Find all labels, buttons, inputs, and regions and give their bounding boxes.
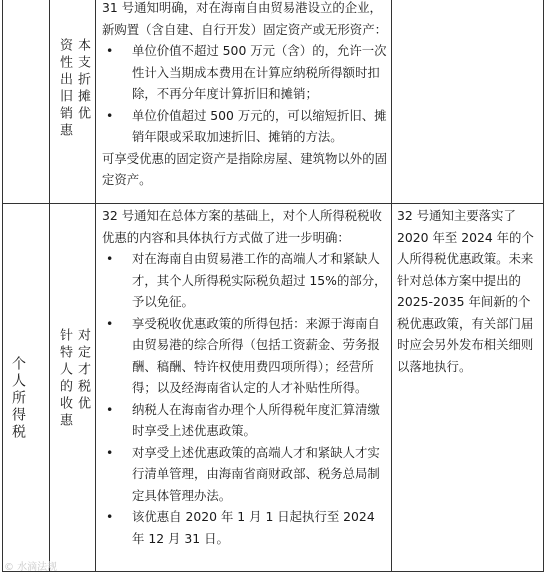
- sub-category-row1-col2: 本支折摊优: [75, 38, 90, 123]
- bullet-icon: •: [106, 43, 114, 58]
- content-cell-row1: [102, 0, 388, 191]
- bullet-list: [102, 248, 388, 549]
- content-outro: 可享受优惠的固定资产是指除房屋、建筑物以外的固定资产。: [102, 150, 387, 187]
- content-intro: 32 号通知在总体方案的基础上，对个人所得税税收优惠的内容和具体执行方式做了进一步明确：: [102, 208, 382, 245]
- list-item: • 单位价值超过 500 万元的，可以缩短折旧、摊销年限或采取加速折旧、摊销的方法。: [102, 105, 388, 148]
- table-border-bottom: [2, 571, 544, 572]
- column-divider-2: [95, 0, 96, 572]
- bullet-list: [102, 40, 388, 148]
- sub-category-row2-col2: 对定才税优: [75, 328, 90, 413]
- bullet-icon: •: [106, 444, 114, 460]
- list-item: • 单位价值不超过 500 万元（含）的，允许一次性计入当期成本费用在计算应纳税所得额时扣除，不再分年度计算折旧和摊销；: [102, 40, 388, 105]
- bullet-icon: •: [106, 315, 114, 331]
- watermark: © 水滴法规: [4, 562, 58, 573]
- list-item: • 该优惠自 2020 年 1 月 1 日起执行至 2024 年 12 月 31 日。: [102, 506, 388, 549]
- list-item: • 享受税收优惠政策的所得包括：来源于海南自由贸易港的综合所得（包括工资薪金、劳务报酬、稿酬、特许权使用费四项所得）；经营所得；以及经海南省认定的人才补贴性所得。: [102, 313, 388, 399]
- sub-category-row2-col1: 针特人的收惠: [57, 328, 72, 430]
- list-item: • 对享受上述优惠政策的高端人才和紧缺人才实行清单管理，由海南省商财政部、税务总局制定具体管理办法。: [102, 442, 388, 507]
- bullet-icon: •: [106, 401, 114, 417]
- note-cell-row2: 32 号通知主要落实了 2020 年至 2024 年的个人所得税优惠政策。未来针对总体方案中提出的 2025-2035 年间新的个税优惠政策，有关部门届时应会另外发布相关细则以落地执行。: [397, 208, 534, 374]
- category-individual-income-tax: 个人所得税: [10, 356, 26, 441]
- sub-category-row1-col1: 资性出旧销惠: [57, 38, 72, 140]
- table-border-left: [2, 0, 3, 572]
- list-item: • 纳税人在海南省办理个人所得税年度汇算清缴时享受上述优惠政策。: [102, 399, 388, 442]
- content-intro: 31 号通知明确，对在海南自由贸易港设立的企业，新购置（含自建、自行开发）固定资产或无形资产：: [102, 0, 387, 37]
- bullet-icon: •: [106, 251, 114, 266]
- column-divider-1: [49, 0, 50, 572]
- table-border-right: [543, 0, 544, 572]
- row-divider: [2, 203, 544, 204]
- bullet-icon: •: [106, 107, 114, 123]
- bullet-icon: •: [106, 509, 114, 524]
- content-cell-row2: [102, 205, 388, 549]
- list-item: • 对在海南自由贸易港工作的高端人才和紧缺人才，其个人所得税实际税负超过 15%的部分，予以免征。: [102, 248, 388, 313]
- column-divider-3: [391, 0, 392, 572]
